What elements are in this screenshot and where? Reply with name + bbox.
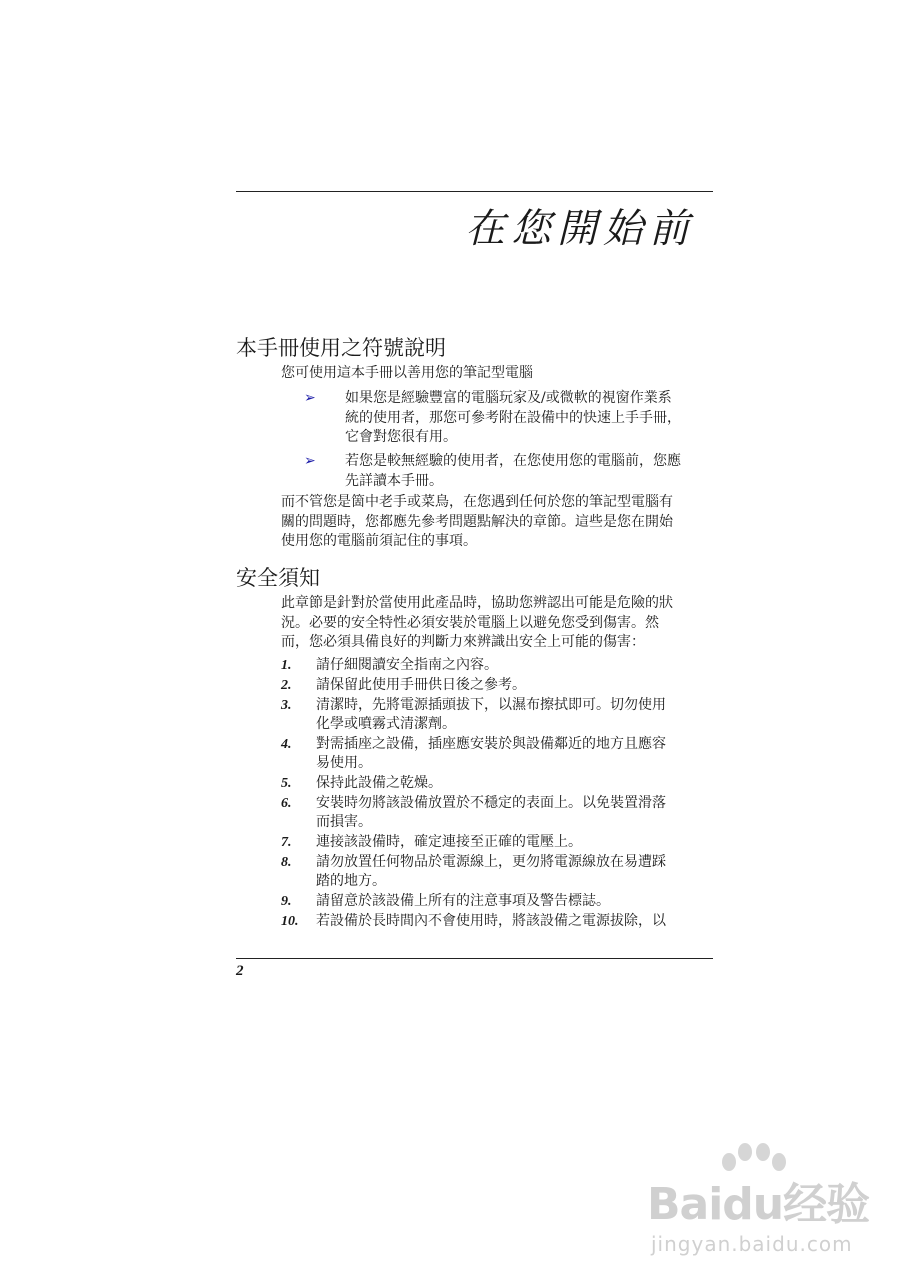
baidu-watermark xyxy=(643,1140,883,1270)
item-line: 若設備於長時間內不會使用時，將該設備之電源拔除，以 xyxy=(316,913,666,929)
paragraph-line: 況。必要的安全特性必須安裝於電腦上以避免您受到傷害。然 xyxy=(281,614,659,631)
watermark-url: jingyan.baidu.com xyxy=(651,1232,853,1256)
item-number: 10. xyxy=(281,914,299,929)
item-line: 踏的地方。 xyxy=(316,872,386,889)
bullet-text-experienced xyxy=(345,389,711,448)
item-number: 1. xyxy=(281,658,292,673)
safety-item xyxy=(316,853,712,890)
item-number: 5. xyxy=(281,776,292,791)
item-line: 請勿放置任何物品於電源線上，更勿將電源線放在易遭踩 xyxy=(316,854,666,870)
item-number: 9. xyxy=(281,894,292,909)
safety-item xyxy=(316,912,712,931)
bullet-line: 若您是較無經驗的使用者，在您使用您的電腦前，您應 xyxy=(345,453,681,469)
bullet-line: 它會對您很有用。 xyxy=(345,429,457,445)
section1-intro: 您可使用這本手冊以善用您的筆記型電腦 xyxy=(281,365,533,381)
section-heading-symbols: 本手冊使用之符號說明 xyxy=(236,336,446,360)
section2-intro xyxy=(281,594,713,653)
arrow-bullet-icon: ➢ xyxy=(304,453,316,469)
arrow-bullet-icon: ➢ xyxy=(304,390,316,406)
item-line: 而損害。 xyxy=(316,813,372,830)
item-number: 2. xyxy=(281,678,292,693)
item-number: 7. xyxy=(281,835,292,850)
paragraph-line: 關的問題時，您都應先參考問題點解決的章節。這些是您在開始 xyxy=(281,513,673,530)
paragraph-line: 而不管您是箇中老手或菜鳥，在您遇到任何於您的筆記型電腦有 xyxy=(281,494,673,510)
safety-item xyxy=(316,676,712,695)
item-line: 化學或噴霧式清潔劑。 xyxy=(316,715,456,732)
item-line: 易使用。 xyxy=(316,754,372,771)
item-line: 清潔時，先將電源插頭拔下，以濕布擦拭即可。切勿使用 xyxy=(316,697,666,713)
item-line: 請保留此使用手冊供日後之參考。 xyxy=(316,677,526,693)
watermark-brand: Baidu经验 xyxy=(647,1179,870,1230)
item-line: 安裝時勿將該設備放置於不穩定的表面上。以免裝置滑落 xyxy=(316,795,666,811)
safety-item xyxy=(316,774,712,793)
bullet-text-novice xyxy=(345,452,711,491)
page-number: 2 xyxy=(236,963,244,979)
section1-closing xyxy=(281,493,713,552)
safety-item xyxy=(316,735,712,772)
item-line: 請留意於該設備上所有的注意事項及警告標誌。 xyxy=(316,893,610,909)
bullet-line: 統的使用者，那您可參考附在設備中的快速上手手冊， xyxy=(345,409,681,426)
item-number: 6. xyxy=(281,796,292,811)
bottom-rule xyxy=(236,958,713,959)
paragraph-line: 此章節是針對於當使用此產品時，協助您辨認出可能是危險的狀 xyxy=(281,595,673,611)
paragraph-line: 使用您的電腦前須記住的事項。 xyxy=(281,533,477,549)
safety-item xyxy=(316,656,712,675)
item-line: 連接該設備時，確定連接至正確的電壓上。 xyxy=(316,834,582,850)
safety-item xyxy=(316,892,712,911)
safety-item xyxy=(316,833,712,852)
chapter-title: 在您開始前 xyxy=(465,206,695,252)
bullet-line: 先詳讀本手冊。 xyxy=(345,472,443,489)
item-line: 對需插座之設備，插座應安裝於與設備鄰近的地方且應容 xyxy=(316,736,666,752)
safety-item xyxy=(316,794,712,831)
item-line: 保持此設備之乾燥。 xyxy=(316,775,442,791)
safety-item xyxy=(316,696,712,733)
item-line: 請仔細閱讀安全指南之內容。 xyxy=(316,657,498,673)
top-rule xyxy=(236,191,713,192)
item-number: 4. xyxy=(281,737,292,752)
paragraph-line: 而，您必須具備良好的判斷力來辨識出安全上可能的傷害： xyxy=(281,634,645,650)
bullet-line: 如果您是經驗豐富的電腦玩家及/或微軟的視窗作業系 xyxy=(345,390,672,406)
section-heading-safety: 安全須知 xyxy=(236,566,320,590)
item-number: 8. xyxy=(281,855,292,870)
item-number: 3. xyxy=(281,698,292,713)
